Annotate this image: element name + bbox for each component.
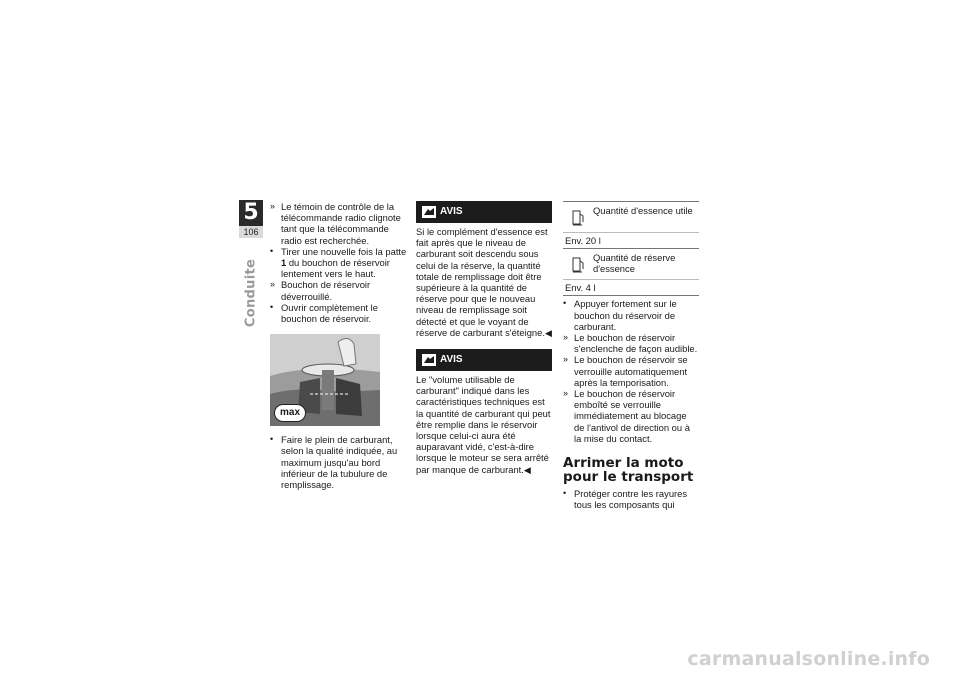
section-heading: Arrimer la moto pour le transport [563,455,694,486]
column-1 [270,201,408,490]
spec-value: Env. 20 l [565,235,601,246]
list-item: • Tirer une nouvelle fois la patte 1 du bouchon de réservoir lentement vers le haut. [270,245,407,280]
reference-number: 1 [281,257,287,269]
spec-label: Quantité de réserve d'essence [593,252,676,275]
list-item: • Faire le plein de carburant, selon la qualité indiquée, au maximum jusqu'au bord inférieur de la tubulure de remplissage. [270,434,398,491]
list-item: » Le bouchon de réservoir s'enclenche de façon audible. [563,332,698,355]
notice-header: AVIS [416,201,552,223]
notice-text: Si le complément d'essence est fait après que le niveau de carburant soit descendu sous celui de la réserve, la quantité totale de remplissage doit être supérieure à la quantité de réserve pour que le nouveau niveau de remplissage soit détecté et que le voyant de réserve de carburant s'éteigne.◀ [416,226,552,338]
list-item: • Protéger contre les rayures tous les composants qui [563,488,688,511]
end-marker: ◀ [523,464,531,475]
list-item: • Appuyer fortement sur le bouchon du réservoir de carburant. [563,298,677,332]
fuel-filler-photo [270,334,380,426]
notice-text: Le "volume utilisable de carburant" indiqué dans les caractéristiques techniques est la quantité de carburant qui peut être remplie dans le réservoir lorsque celui-ci aura été auparavant vidé, c'est-à-dire lorsque le moteur se sera arrêté par manque de carburant.◀ [416,374,551,475]
notice-block [416,349,552,476]
fuel-pump-icon [571,255,585,273]
chapter-number: 5 [239,200,263,238]
notice-header: AVIS [416,349,552,371]
list-item: » Bouchon de réservoir déverrouillé. [270,279,371,302]
spec-value: Env. 4 l [565,282,596,294]
warning-icon [422,354,436,366]
list-item: • Ouvrir complètement le bouchon de réservoir. [270,301,378,325]
watermark: carmanualsonline.info [687,648,930,670]
end-marker: ◀ [544,327,552,338]
column-2 [416,201,552,476]
spec-box [563,249,699,296]
list-item: » Le témoin de contrôle de la télécommande radio clignote tant que la télécommande radio est recherchée. [270,201,401,246]
list-item: » Le bouchon de réservoir se verrouille automatiquement après la temporisation. [563,354,688,388]
fuel-pump-icon [571,208,585,226]
column-3 [563,201,699,510]
spec-box [563,201,699,249]
notice-block [416,201,552,339]
max-label: max [274,404,306,422]
warning-icon [422,206,436,218]
page-number: 106 [239,226,263,238]
section-title: Conduite [243,258,259,328]
list-item: » Le bouchon de réservoir emboîté se verrouille immédiatement au blocage de l'antivol de direction ou à la mise du contact. [563,388,690,444]
spec-label: Quantité d'essence utile [593,205,693,216]
